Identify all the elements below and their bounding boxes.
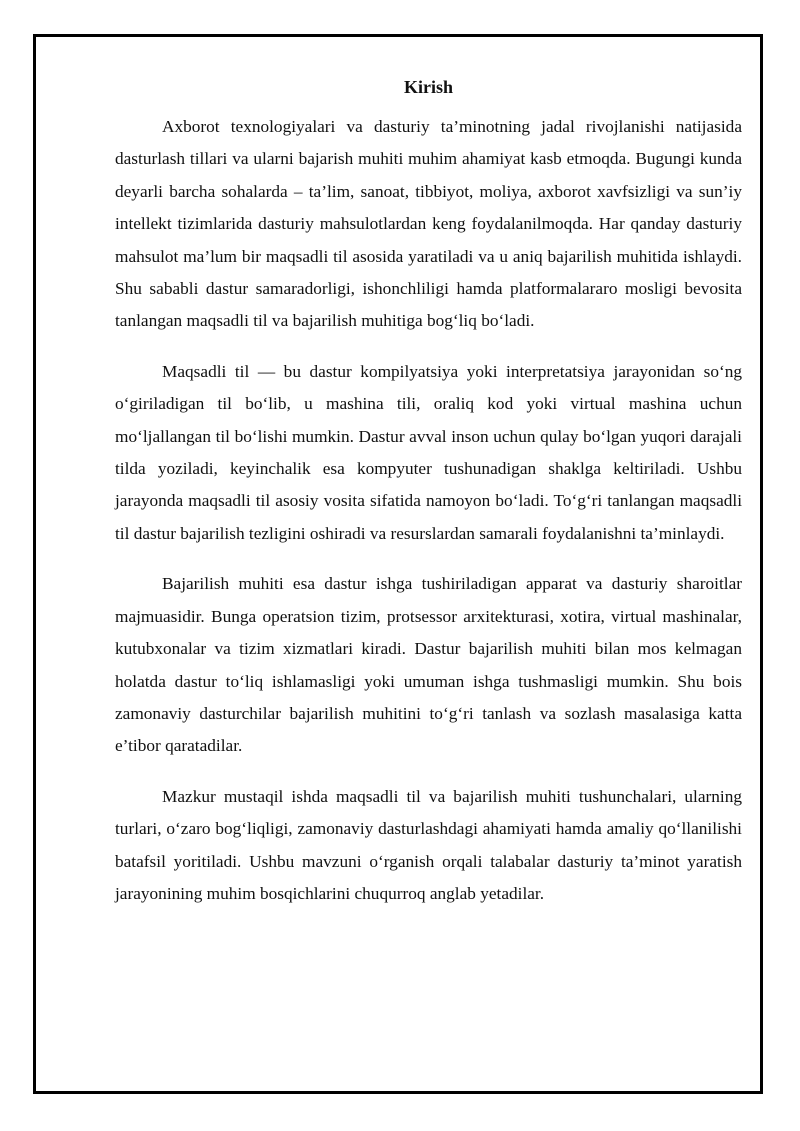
document-body bbox=[115, 75, 742, 928]
page-title: Kirish bbox=[403, 77, 453, 97]
paragraph-2: Maqsadli til — bu dastur kompilyatsiya yoki interpretatsiya jarayonidan so‘ng o‘giriladigan til bo‘lib, u mashina tili, oraliq kod yoki virtual mashina uchun mo‘ljallangan til bo‘lishi mumkin. Dastur avval inson uchun qulay bo‘lgan yuqori darajali tilda yoziladi, keyinchalik esa kompyuter tushunadigan shaklga keltiriladi. Ushbu jarayonda maqsadli til asosiy vosita sifatida namoyon bo‘ladi. To‘g‘ri tanlangan maqsadli til dastur bajarilish tezligini oshiradi va resurslardan samarali foydalanishni ta’minlaydi. bbox=[115, 361, 742, 543]
paragraph-4: Mazkur mustaqil ishda maqsadli til va bajarilish muhiti tushunchalari, ularning turlari, o‘zaro bog‘liqligi, zamonaviy dasturlashdagi ahamiyati hamda amaliy qo‘llanilishi batafsil yoritiladi. Ushbu mavzuni o‘rganish orqali talabalar dasturiy ta’minot yaratish jarayonining muhim bosqichlarini chuqurroq anglab yetadilar. bbox=[115, 786, 742, 903]
paragraph-3: Bajarilish muhiti esa dastur ishga tushiriladigan apparat va dasturiy sharoitlar majmuasidir. Bunga operatsion tizim, protsessor arxitekturasi, xotira, virtual mashinalar, kutubxonalar va tizim xizmatlari kiradi. Dastur bajarilish muhiti bilan mos kelmagan holatda dastur to‘liq ishlamasligi yoki umuman ishga tushmasligi mumkin. Shu bois zamonaviy dasturchilar bajarilish muhitini to‘g‘ri tanlash va sozlash masalasiga katta e’tibor qaratadilar. bbox=[115, 574, 742, 756]
paragraph-1: Axborot texnologiyalari va dasturiy ta’minotning jadal rivojlanishi natijasida dasturlash tillari va ularni bajarish muhiti muhim ahamiyat kasb etmoqda. Bugungi kunda deyarli barcha sohalarda – ta’lim, sanoat, tibbiyot, moliya, axborot xavfsizligi va sun’iy intellekt tizimlarida dasturiy mahsulotlardan keng foydalanilmoqda. Har qanday dasturiy mahsulot ma’lum bir maqsadli til asosida yaratiladi va u aniq bajarilish muhitida ishlaydi. Shu sababli dastur samaradorligi, ishonchliligi hamda platformalararo mosligi bevosita tanlangan maqsadli til va bajarilish muhitiga bog‘liq bo‘ladi. bbox=[115, 117, 742, 331]
